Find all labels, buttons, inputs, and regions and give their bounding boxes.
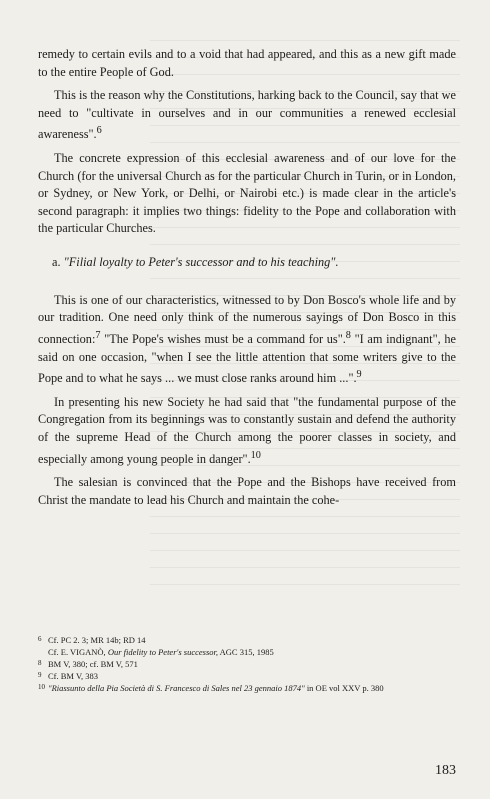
- footnote-ref-10: 10: [250, 449, 261, 461]
- paragraph-5: In presenting his new Society he had said that "the fundamental purpose of the Congregation from its beginnings was to constantly sustain and defend the authority of the supreme Head of the Church among the poorer classes in society, and especially among young people in danger".$^{10}$: [38, 394, 456, 466]
- footnote-7: Cf. E. VIGANÒ, Our fidelity to Peter's successor, AGC 315, 1985: [48, 647, 274, 657]
- paragraph-2: This is the reason why the Constitutions, harking back to the Council, say that we need to "cultivate in ourselves and in our communities a renewed ecclesial awareness".$^6$: [38, 88, 456, 142]
- footnote-ref-7: 7: [95, 329, 101, 341]
- section-subheading: [52, 254, 456, 272]
- footnote-10: 10 "Riassunto della Pia Società di S. Francesco di Sales nel 23 gennaio 1874" in OE vol XXV p. 380: [38, 683, 384, 693]
- paragraph-4: This is one of our characteristics, witnessed to by Don Bosco's whole life and by our tradition. One need only think of the numerous sayings of Don Bosco in this connection:$^7$ "The Pope's wishes must be a command for us".$^8$ "I am indignant", he said on one occasion, "when I see the little attention that some writers give to the Pope and to what he says ... we must close ranks around him ...".$^9$: [38, 292, 456, 386]
- footnotes: [38, 634, 456, 694]
- footnote-6: 6 Cf. PC 2. 3; MR 14b; RD 14: [38, 635, 146, 645]
- page-body: [38, 46, 456, 509]
- paragraph-3: The concrete expression of this ecclesial awareness and of our love for the Church (for the universal Church as for the particular Church in Turin, or in London, or Sydney, or New York, or Delhi, or Nairobi etc.) is made clear in the article's second paragraph: it implies two things: fidelity to the Pope and collaboration with the particular Churches.: [38, 151, 456, 236]
- footnote-ref-8: 8: [345, 329, 351, 341]
- paragraph-1: remedy to certain evils and to a void that had appeared, and this as a new gift made to the entire People of God.: [38, 47, 456, 79]
- subheading-letter: a.: [52, 255, 61, 270]
- footnote-8: 8 BM V, 380; cf. BM V, 571: [38, 659, 138, 669]
- subheading-title: "Filial loyalty to Peter's successor and to his teaching".: [63, 255, 339, 270]
- page-number: 183: [435, 763, 456, 778]
- footnote-ref-6: 6: [96, 125, 102, 137]
- footnote-9: 9 Cf. BM V, 383: [38, 671, 98, 681]
- footnote-ref-9: 9: [356, 369, 362, 381]
- paragraph-6: The salesian is convinced that the Pope and the Bishops have received from Christ the mandate to lead his Church and maintain the cohe-: [38, 475, 456, 507]
